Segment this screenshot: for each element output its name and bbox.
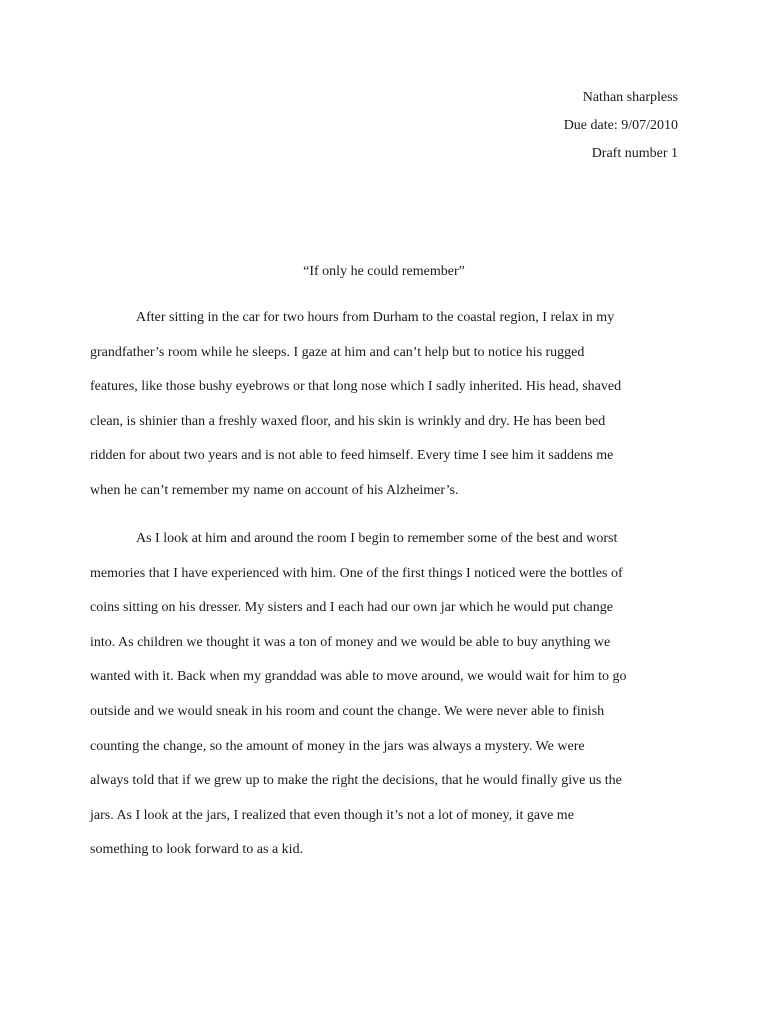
paragraph-line: jars. As I look at the jars, I realized that even though it’s not a lot of money, it gave me (90, 807, 574, 823)
paragraph-line: counting the change, so the amount of money in the jars was always a mystery. We were (90, 738, 585, 754)
paragraph-line: grandfather’s room while he sleeps. I gaze at him and can’t help but to notice his rugged (90, 344, 585, 360)
paragraph-line: coins sitting on his dresser. My sisters and I each had our own jar which he would put change (90, 600, 613, 616)
paragraph-line: As I look at him and around the room I begin to remember some of the best and worst (136, 531, 618, 546)
paragraph-line: into. As children we thought it was a ton of money and we would be able to buy anything we (90, 634, 611, 650)
essay-title: “If only he could remember” (303, 264, 465, 279)
paragraph-line: clean, is shinier than a freshly waxed floor, and his skin is wrinkly and dry. He has been bed (90, 413, 606, 429)
due-date: Due date: 9/07/2010 (563, 118, 678, 133)
paragraph-line: memories that I have experienced with him. One of the first things I noticed were the bottles of (90, 565, 623, 581)
draft-number: Draft number 1 (591, 146, 678, 161)
paragraph-line: when he can’t remember my name on account of his Alzheimer’s. (90, 482, 459, 498)
paragraph-line: always told that if we grew up to make the right the decisions, that he would finally give us the (90, 773, 622, 789)
header-block (564, 88, 678, 172)
paragraph-2 (90, 529, 680, 875)
paragraph-line: features, like those bushy eyebrows or that long nose which I sadly inherited. His head, shaved (90, 379, 622, 395)
paragraph-line: ridden for about two years and is not able to feed himself. Every time I see him it saddens me (90, 448, 614, 464)
author-name: Nathan sharpless (582, 90, 678, 105)
paragraph-line: wanted with it. Back when my granddad was able to move around, we would wait for him to go (90, 669, 627, 685)
paragraph-line: outside and we would sneak in his room and count the change. We were never able to finish (90, 703, 605, 719)
paragraph-line: something to look forward to as a kid. (90, 842, 304, 858)
paragraph-1 (90, 308, 680, 516)
paragraph-line: After sitting in the car for two hours from Durham to the coastal region, I relax in my (136, 310, 615, 325)
